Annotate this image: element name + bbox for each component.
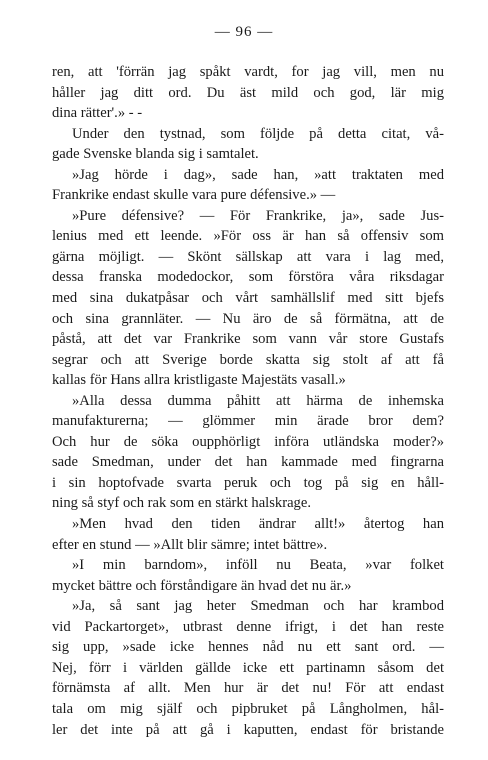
text-line: påstå, att det var Frankrike som vann vår store Gustafs xyxy=(52,331,444,348)
text-line: »Ja, så sant jag heter Smedman och har krambod xyxy=(72,598,444,615)
text-line: kallas för Hans allra kristligaste Majestäts vasall.» xyxy=(52,372,346,389)
text-line: lenius med ett leende. »För oss är han så offensiv som xyxy=(52,228,444,245)
text-line: tala om mig själf och pipbruket på Långholmen, hål- xyxy=(52,700,444,717)
text-line: ren, att 'förrän jag spåkt vardt, for jag vill, men nu xyxy=(52,64,444,80)
text-line: gärna möjligt. — Skönt sällskap att vara i lag med, xyxy=(52,248,444,265)
text-line: sade Smedman, under det han kammade med fingrarna xyxy=(52,454,444,471)
text-line: och sina grannläter. — Nu äro de så förmätna, att de xyxy=(52,310,444,327)
text-line: segrar och att Sverige borde skatta sig stolt af att få xyxy=(52,351,444,368)
text-line: »Alla dessa dumma påhitt att härma de inhemska xyxy=(72,392,444,409)
text-line: Nej, förr i världen gällde icke ett partinamn såsom det xyxy=(52,659,444,676)
text-line: ning så styf och rak som en stärkt halskrage. xyxy=(52,495,311,512)
text-line: Och hur de söka oupphörligt införa utländska moder?» xyxy=(52,433,444,450)
text-line: mycket bättre och förståndigare än hvad det nu är.» xyxy=(52,577,352,594)
text-line: efter en stund — »Allt blir sämre; intet bättre». xyxy=(52,536,328,553)
text-line: håller jag ditt ord. Du äst mild och god, lär mig xyxy=(52,84,444,101)
text-line: med sina dukatpåsar och vårt samhällslif med sitt bjefs xyxy=(52,290,444,307)
text-line: »Jag hörde i dag», sade han, »att traktaten med xyxy=(72,166,444,183)
text-line: förnämsta af allt. Men hur är det nu! För att endast xyxy=(52,680,444,697)
text-line: vid Packartorget», utbrast denne ifrigt, i det han reste xyxy=(52,618,444,635)
text-line: i sin hoptofvade svarta peruk och tog på sig en håll- xyxy=(52,474,444,491)
text-line: dina rätter'.» - - xyxy=(52,105,143,122)
text-line: sig upp, »sade icke hennes nåd nu ett sant ord. — xyxy=(52,639,444,656)
text-line: »I min barndom», inföll nu Beata, »var folket xyxy=(72,557,444,574)
text-line: Under den tystnad, som följde på detta citat, vå- xyxy=(72,125,444,142)
text-line: gade Svenske blanda sig i samtalet. xyxy=(52,146,259,163)
text-line: ler det inte på att gå i kaputten, endast för bristande xyxy=(52,721,444,738)
text-line: »Pure défensive? — För Frankrike, ja», sade Jus- xyxy=(72,207,444,224)
text-line: »Men hvad den tiden ändrar allt!» återtog han xyxy=(72,516,444,533)
text-line: manufakturerna; — glömmer min ärade bror dem? xyxy=(52,413,444,430)
text-line: Frankrike endast skulle vara pure défensive.» — xyxy=(52,187,336,204)
body-text xyxy=(52,62,444,740)
page-number: — 96 — xyxy=(214,24,274,40)
text-line: dessa franska modedockor, som förstöra våra riksdagar xyxy=(52,269,444,286)
